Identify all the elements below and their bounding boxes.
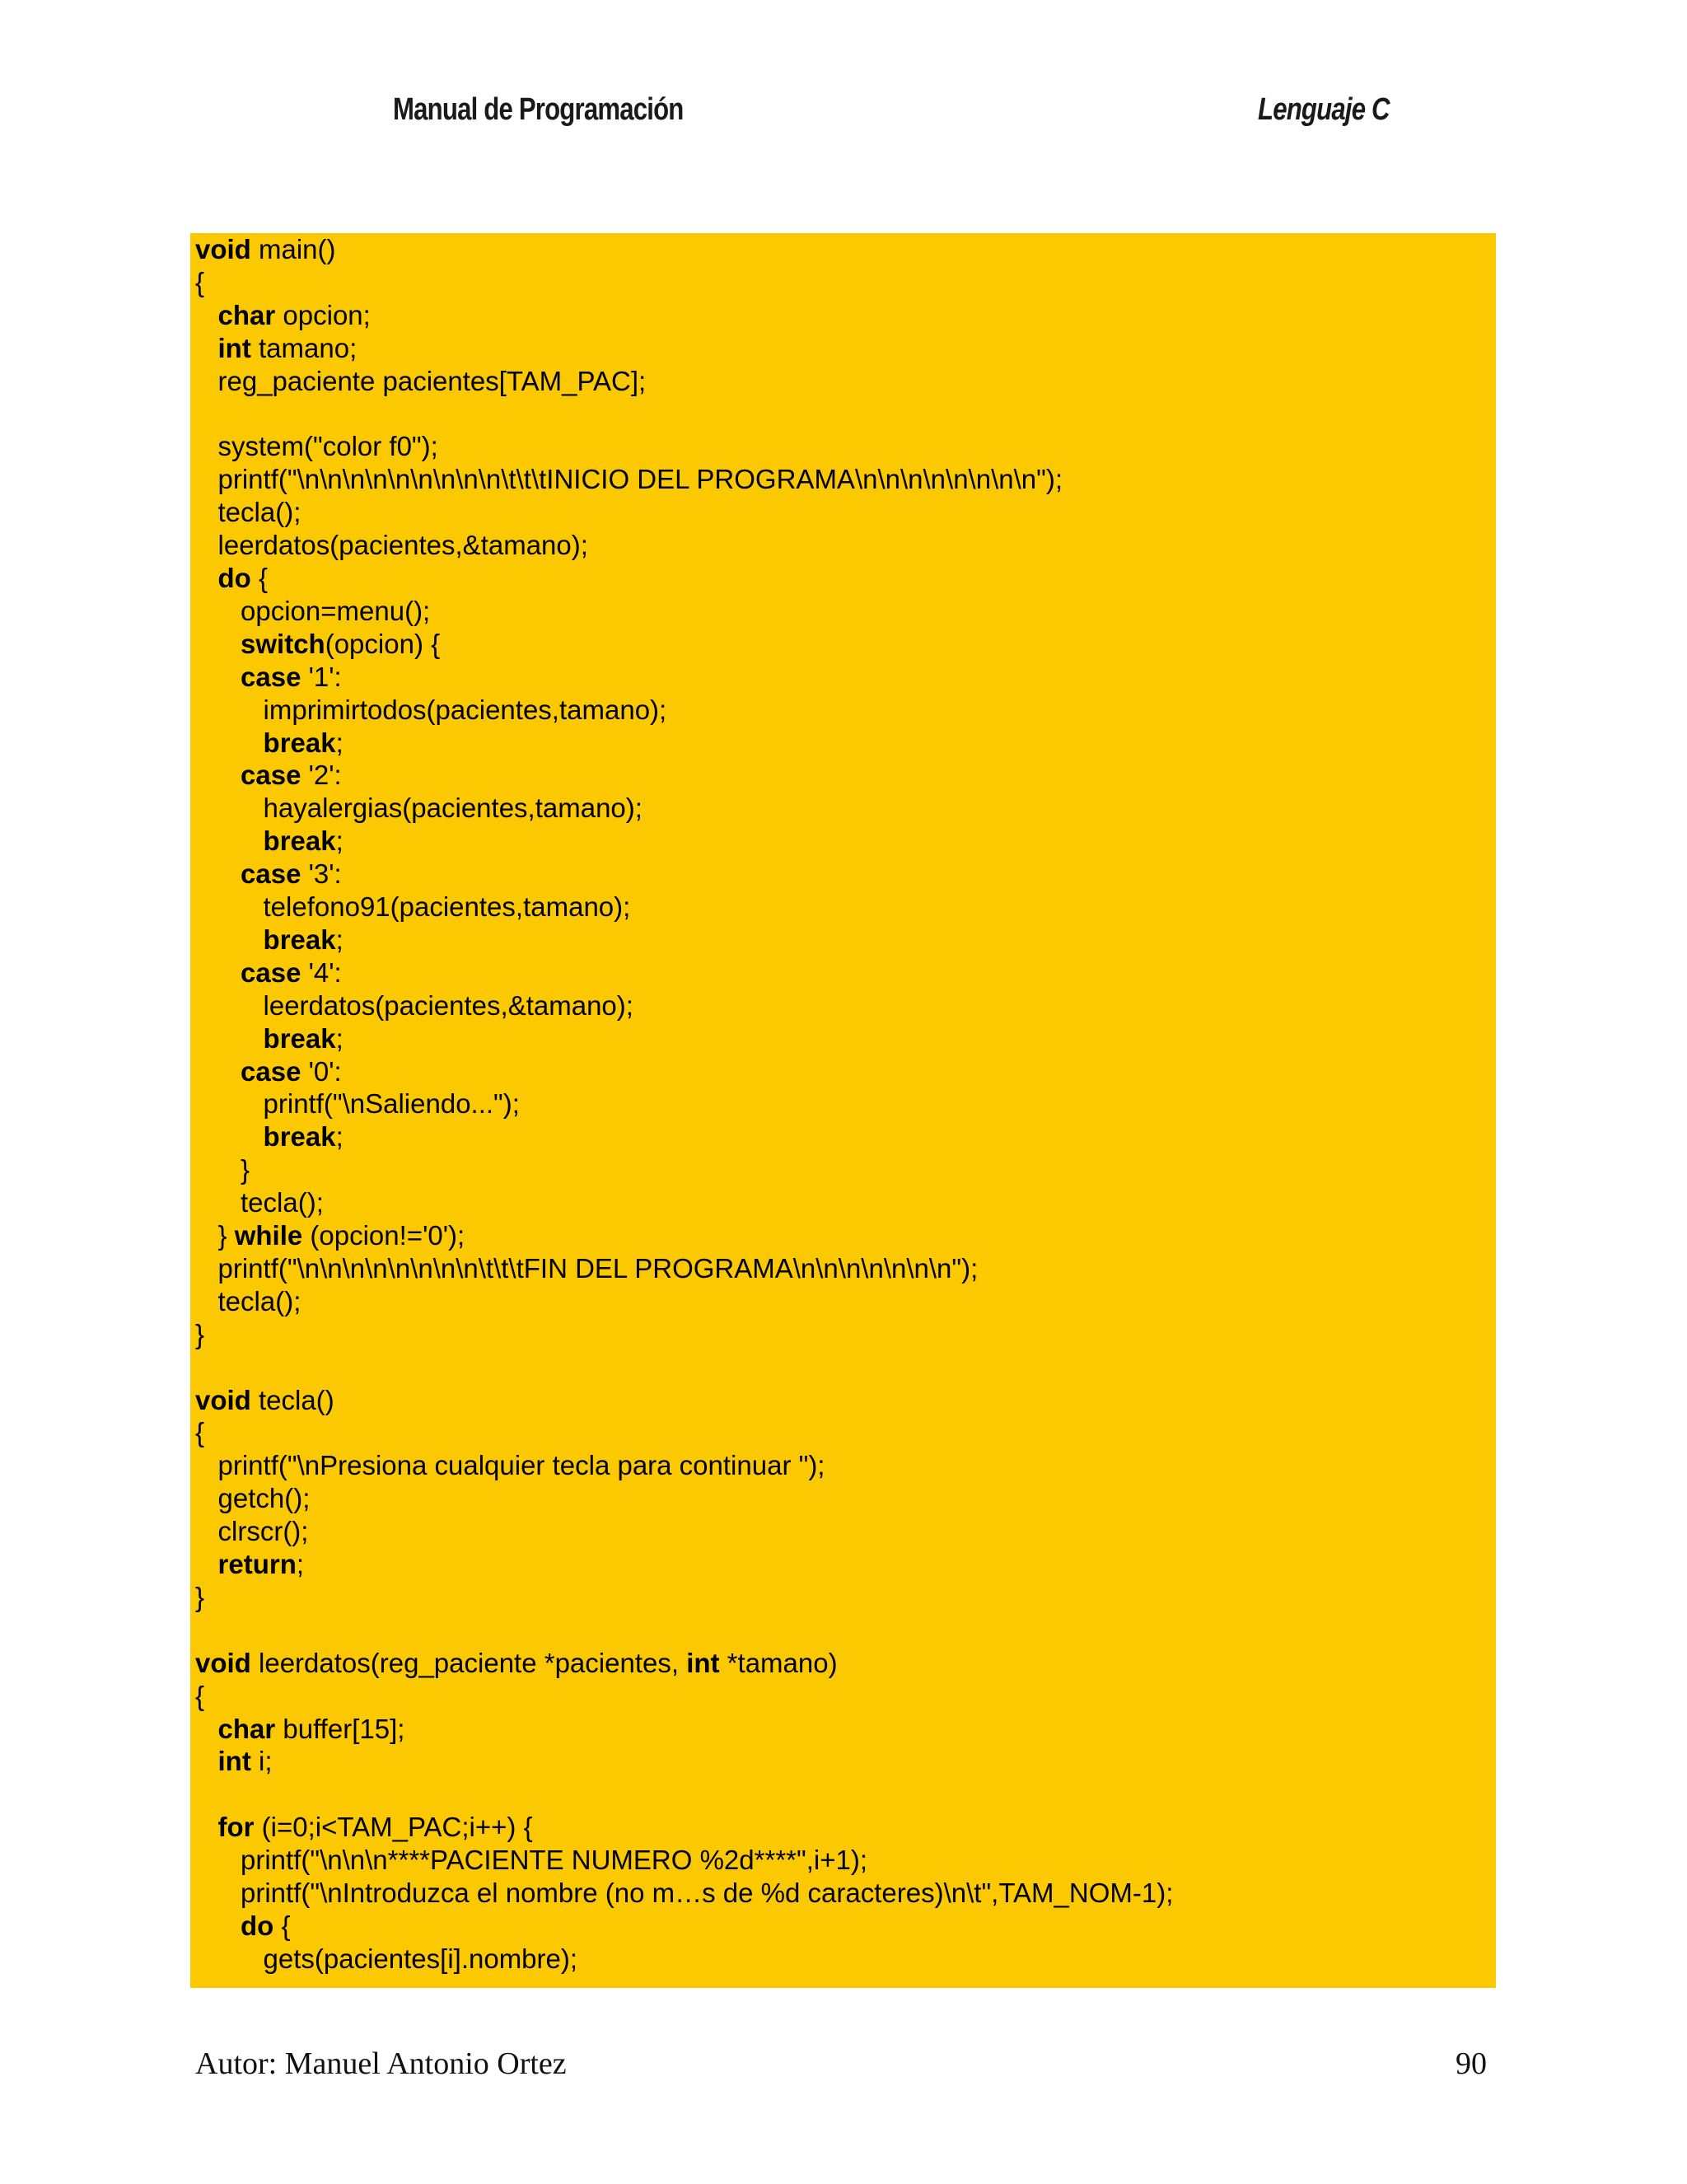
- code-line: opcion=menu();: [195, 596, 431, 626]
- code-line: {: [195, 1681, 205, 1711]
- code-line: tecla();: [195, 497, 301, 527]
- keyword: break: [263, 924, 336, 955]
- code-line: void leerdatos(reg_paciente *pacientes, int *tamano): [195, 1648, 838, 1678]
- code-line: clrscr();: [195, 1516, 309, 1546]
- keyword: switch: [241, 629, 325, 659]
- keyword: while: [234, 1220, 303, 1251]
- code-line: void main(): [195, 234, 336, 264]
- code-line: }: [195, 1582, 205, 1612]
- code-line: int tamano;: [217, 333, 357, 363]
- keyword: break: [263, 1121, 336, 1152]
- code-line: switch(opcion) {: [241, 629, 441, 659]
- code-line: leerdatos(pacientes,&tamano);: [195, 990, 633, 1021]
- code-line: printf("\nIntroduzca el nombre (no m…s de %d caracteres)\n\t",TAM_NOM-1);: [195, 1878, 1174, 1908]
- code-line: break;: [263, 1121, 343, 1152]
- code-line: printf("\n\n\n\n\n\n\n\n\n\t\t\tINICIO DEL PROGRAMA\n\n\n\n\n\n\n\n");: [195, 464, 1063, 494]
- keyword: case: [241, 760, 301, 790]
- keyword: int: [217, 333, 251, 363]
- keyword: case: [241, 858, 301, 889]
- code-line: case '0':: [241, 1056, 342, 1087]
- code-line: } while (opcion!='0');: [195, 1220, 465, 1251]
- code-line: printf("\n\n\n****PACIENTE NUMERO %2d****",i+1);: [195, 1845, 868, 1875]
- code-line: case '1':: [241, 662, 342, 692]
- code-line: gets(pacientes[i].nombre);: [195, 1943, 578, 1974]
- code-line: break;: [263, 727, 343, 758]
- footer-author: Autor: Manuel Antonio Ortez: [195, 2046, 567, 2081]
- code-line: case '3':: [241, 858, 342, 889]
- keyword: do: [217, 563, 251, 593]
- code-line: char opcion;: [217, 300, 371, 330]
- keyword: break: [263, 727, 336, 758]
- code-line: }: [195, 1319, 205, 1349]
- keyword: return: [217, 1549, 297, 1579]
- code-line: char buffer[15];: [217, 1714, 405, 1744]
- code-line: int i;: [217, 1746, 273, 1776]
- code-line: {: [195, 1417, 205, 1447]
- code-line: break;: [263, 1023, 343, 1054]
- code-line: do {: [241, 1910, 291, 1941]
- code-line: leerdatos(pacientes,&tamano);: [195, 530, 588, 560]
- keyword: do: [241, 1910, 274, 1941]
- keyword: break: [263, 825, 336, 856]
- code-line: for (i=0;i<TAM_PAC;i++) {: [217, 1812, 533, 1842]
- keyword: char: [217, 1714, 276, 1744]
- keyword: case: [241, 1056, 301, 1087]
- code-line: tecla();: [195, 1286, 301, 1316]
- code-line: void tecla(): [195, 1385, 334, 1415]
- code-line: telefono91(pacientes,tamano);: [195, 891, 631, 922]
- code-line: }: [195, 1154, 250, 1185]
- code-line: hayalergias(pacientes,tamano);: [195, 793, 643, 823]
- code-line: getch();: [195, 1483, 311, 1513]
- keyword: break: [263, 1023, 336, 1054]
- code-line: tecla();: [195, 1187, 324, 1218]
- keyword: int: [686, 1648, 720, 1678]
- code-line: printf("\n\n\n\n\n\n\n\n\t\t\tFIN DEL PROGRAMA\n\n\n\n\n\n\n");: [195, 1253, 979, 1284]
- code-line: return;: [217, 1549, 305, 1579]
- code-line: reg_paciente pacientes[TAM_PAC];: [195, 366, 647, 396]
- code-line: case '4':: [241, 957, 342, 988]
- code-line: imprimirtodos(pacientes,tamano);: [195, 694, 667, 725]
- document-subject: Lenguaje C: [1258, 92, 1390, 127]
- document-title: Manual de Programación: [393, 92, 684, 127]
- keyword: void: [195, 1385, 251, 1415]
- keyword: char: [217, 300, 276, 330]
- keyword: void: [195, 1648, 251, 1678]
- code-line: do {: [217, 563, 269, 593]
- code-line: break;: [263, 924, 343, 955]
- code-line: {: [195, 267, 205, 297]
- code-line: case '2':: [241, 760, 342, 790]
- keyword: void: [195, 234, 251, 264]
- page-number: 90: [1456, 2046, 1487, 2081]
- keyword: case: [241, 957, 301, 988]
- keyword: int: [217, 1746, 251, 1776]
- code-listing: [190, 233, 1496, 1988]
- code-line: printf("\nPresiona cualquier tecla para continuar ");: [195, 1450, 825, 1480]
- keyword: case: [241, 662, 301, 692]
- code-line: break;: [263, 825, 343, 856]
- code-line: printf("\nSaliendo...");: [195, 1088, 520, 1119]
- code-line: system("color f0");: [195, 431, 438, 461]
- keyword: for: [217, 1812, 255, 1842]
